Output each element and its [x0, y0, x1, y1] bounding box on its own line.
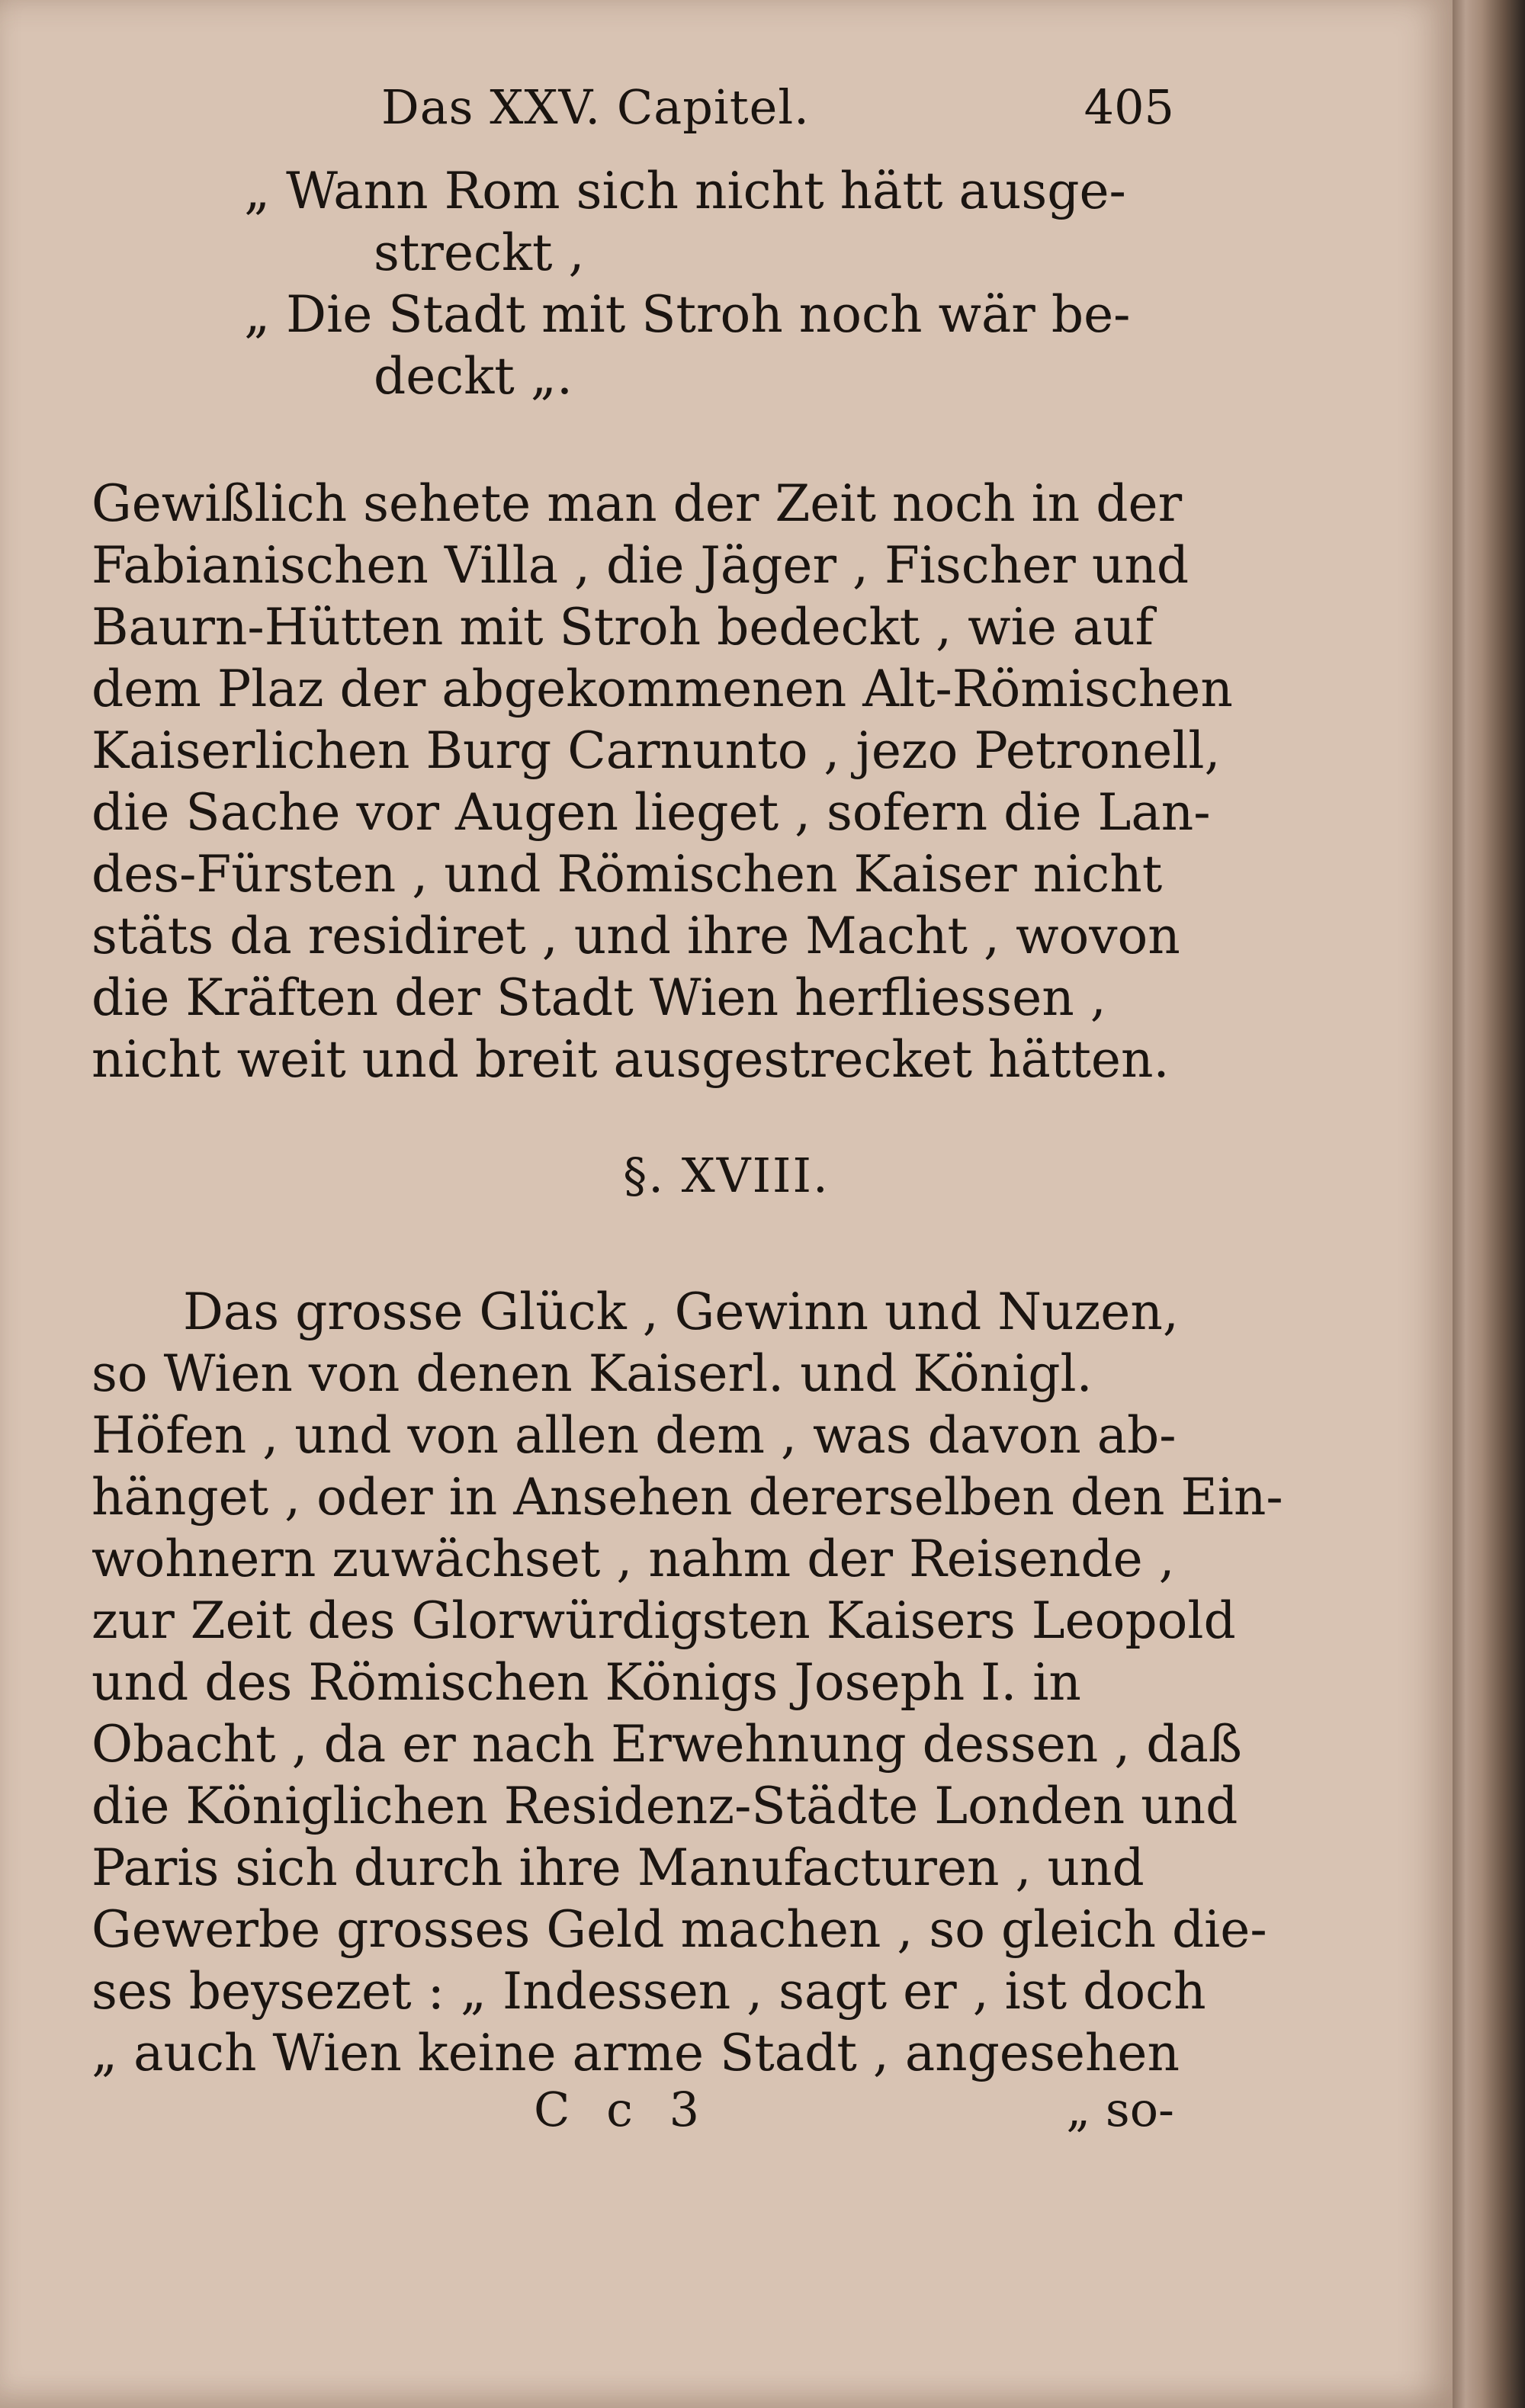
text-line: Gewißlich sehete man der Zeit noch in der [92, 474, 1183, 533]
text-line: und des Römischen Königs Joseph I. in [92, 1653, 1081, 1712]
text-line: Obacht , da er nach Erwehnung dessen , daß [92, 1715, 1242, 1774]
text-line: dem Plaz der abgekommenen Alt-Römischen [92, 660, 1233, 718]
text-line: Baurn-Hütten mit Stroh bedeckt , wie auf [92, 598, 1154, 657]
text-line: die Königlichen Residenz-Städte Londen und [92, 1777, 1238, 1835]
page-header [381, 79, 1174, 148]
text-line: „ auch Wien keine arme Stadt , angesehen [92, 2024, 1180, 2082]
paragraph-2 [92, 1281, 1283, 2084]
text-line: die Kräften der Stadt Wien herfliessen , [92, 968, 1106, 1027]
section-title: §. XVIII. [623, 1148, 830, 1203]
book-edge [1453, 0, 1525, 2408]
text-line: hänget , oder in Ansehen dererselben den Ein- [92, 1468, 1283, 1527]
text-line: stäts da residiret , und ihre Macht , wovon [92, 907, 1180, 965]
text-line: Gewerbe grosses Geld machen , so gleich die- [92, 1900, 1267, 1959]
paragraph-1 [92, 473, 1233, 1090]
text-line: wohnern zuwächset , nahm der Reisende , [92, 1530, 1175, 1588]
verse-line: streckt , [374, 223, 585, 282]
text-line: Das grosse Glück , Gewinn und Nuzen, [183, 1283, 1179, 1341]
text-line: Paris sich durch ihre Manufacturen , und [92, 1838, 1145, 1897]
catchword: „ so- [1066, 2082, 1174, 2137]
text-line: die Sache vor Augen lieget , sofern die Lan- [92, 783, 1211, 842]
signature-mark: C c 3 [534, 2082, 711, 2137]
page-footer [534, 2082, 1174, 2143]
text-line: des-Fürsten , und Römischen Kaiser nicht [92, 845, 1163, 904]
running-head: Das XXV. Capitel. [381, 79, 810, 135]
text-line: zur Zeit des Glorwürdigsten Kaisers Leopold [92, 1591, 1236, 1650]
text-line: Fabianischen Villa , die Jäger , Fischer und [92, 536, 1190, 595]
text-line: nicht weit und breit ausgestrecket hätten. [92, 1030, 1170, 1089]
verse-line: „ Die Stadt mit Stroh noch wär be- [244, 285, 1131, 344]
page-number: 405 [1084, 79, 1174, 135]
text-line: Höfen , und von allen dem , was davon ab- [92, 1406, 1177, 1465]
text-line: so Wien von denen Kaiserl. und Königl. [92, 1344, 1093, 1403]
text-line: Kaiserlichen Burg Carnunto , jezo Petronell, [92, 721, 1221, 780]
text-line: ses beysezet : „ Indessen , sagt er , ist doch [92, 1962, 1206, 2021]
verse-line: „ Wann Rom sich nicht hätt ausge- [244, 162, 1126, 220]
verse-quote [92, 160, 1220, 407]
verse-line: deckt „. [374, 347, 573, 406]
